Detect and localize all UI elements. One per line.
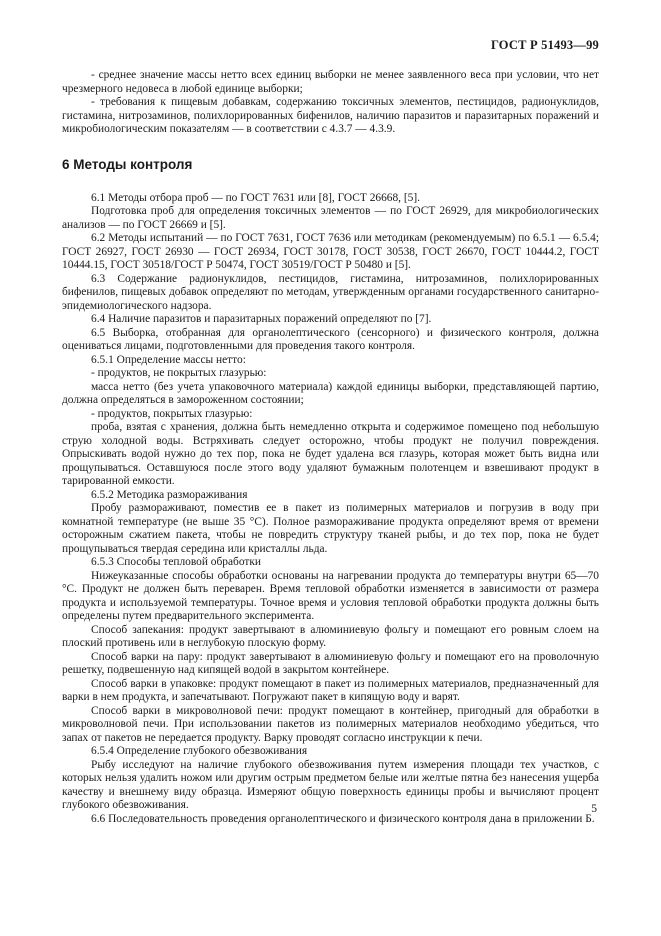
- paragraph: Способ запекания: продукт завертывают в алюминиевую фольгу и помещают его ровным слоем на плоский противень или в неглубокую плоскую форму.: [62, 623, 599, 649]
- paragraph: 6.4 Наличие паразитов и паразитарных поражений определяют по [7].: [91, 313, 432, 325]
- paragraph: - продуктов, покрытых глазурью:: [91, 407, 253, 420]
- paragraph: 6.3 Содержание радионуклидов, пестицидов, гистамина, нитрозаминов, полихлорированных бифенилов, пищевых добавок определяют по методам, утвержденным органами государственного санитарно-эпидемиологического надзора.: [62, 272, 599, 312]
- paragraph: Нижеуказанные способы обработки основаны на нагревании продукта до температуры внутри 65—70 °С. Продукт не должен быть переварен. Время тепловой обработки изменяется в зависимости от размера продукта и используемой температуры. Точное время и условия тепловой обработки продукта должны быть определены путем предварительного эксперимента.: [62, 569, 599, 622]
- paragraph: 6.6 Последовательность проведения органолептического и физического контроля дана в приложении Б.: [91, 812, 595, 825]
- page-number: 5: [591, 803, 597, 815]
- intro-paragraph: - среднее значение массы нетто всех единиц выборки не менее заявленного веса при условии, что нет чрезмерного недовеса в любой единице выборки;: [62, 69, 599, 95]
- paragraph: 6.5.1 Определение массы нетто:: [91, 353, 246, 366]
- document-header: ГОСТ Р 51493—99: [490, 38, 599, 52]
- paragraph: Рыбу исследуют на наличие глубокого обезвоживания путем измерения площади тех участков, с которых нельзя удалить ножом или другим острым предметом белые или желтые пятна без нанесения ущерба качеству и внешнему виду образца. Измеряют общую поверхность единицы пробы и вычисляют процент глубокого обезвоживания.: [62, 758, 599, 811]
- paragraph: Способ варки в упаковке: продукт помещают в пакет из полимерных материалов, предназначенный для варки в нем продукта, и запечатывают. Погружают пакет в кипящую воду и варят.: [62, 677, 599, 703]
- paragraph: Способ варки в микроволновой печи: продукт помещают в контейнер, пригодный для обработки в микроволновой печи. При использовании пакетов из полимерных материалов необходимо убедиться, что запах от пакетов не передается продукту. Варку проводят согласно инструкции к печи.: [62, 704, 599, 744]
- paragraph: Подготовка проб для определения токсичных элементов — по ГОСТ 26929, для микробиологических анализов — по ГОСТ 26669 и [5].: [62, 205, 599, 231]
- section-heading: 6 Методы контроля: [62, 156, 193, 172]
- paragraph: - продуктов, не покрытых глазурью:: [91, 367, 267, 379]
- paragraph: Способ варки на пару: продукт завертывают в алюминиевую фольгу и помещают его на проволочную решетку, подвешенную над кипящей водой в закрытом контейнере.: [62, 650, 599, 676]
- paragraph: 6.5.2 Методика размораживания: [91, 488, 248, 501]
- paragraph: масса нетто (без учета упаковочного материала) каждой единицы выборки, представляющей партию, должна определяться в замороженном состоянии;: [62, 380, 599, 406]
- paragraph: 6.2 Методы испытаний — по ГОСТ 7631, ГОСТ 7636 или методикам (рекомендуемым) по 6.5.1 — 6.5.4; ГОСТ 26927, ГОСТ 26930 — ГОСТ 26934, ГОСТ 30178, ГОСТ 30538, ГОСТ 26670, ГОСТ 10444.2, ГОСТ 10444.15, ГОСТ 30518/ГОСТ Р 50474, ГОСТ 30519/ГОСТ Р 50480 и [5].: [62, 232, 599, 271]
- page-content: [62, 69, 599, 826]
- paragraph: 6.5 Выборка, отобранная для органолептического (сенсорного) и физического контроля, должна оцениваться лицами, подготовленными для проведения такого контроля.: [62, 326, 599, 352]
- intro-paragraph: - требования к пищевым добавкам, содержанию токсичных элементов, пестицидов, радионуклидов, гистамина, нитрозаминов, полихлорированных бифенилов, наличию паразитов и паразитарных поражений и микробиологическим показателям — в соответствии с 4.3.7 — 4.3.9.: [62, 96, 599, 135]
- paragraph: 6.5.3 Способы тепловой обработки: [91, 556, 261, 568]
- paragraph: Пробу размораживают, поместив ее в пакет из полимерных материалов и погрузив в воду при комнатной температуре (не выше 35 °С). Полное размораживание продукта определяют время от времени осторожным сжатием пакета, чтобы не повредить структуру тканей рыбы, и до тех пор, пока не будет прощупываться твердая середина или кристаллы льда.: [62, 502, 599, 555]
- paragraph: проба, взятая с хранения, должна быть немедленно открыта и содержимое помещено под небольшую струю холодной воды. Встряхивать следует осторожно, чтобы продукт не получил повреждения. Опрыскивать водой нужно до тех пор, пока не будет удалена вся глазурь, которая может быть видна или прощупываться. Оставшуюся после этого воду удаляют бумажным полотенцем и взвешивают продукт в тарированной емкости.: [62, 421, 599, 487]
- paragraph: 6.1 Методы отбора проб — по ГОСТ 7631 или [8], ГОСТ 26668, [5].: [91, 191, 420, 204]
- paragraph: 6.5.4 Определение глубокого обезвоживания: [91, 745, 308, 757]
